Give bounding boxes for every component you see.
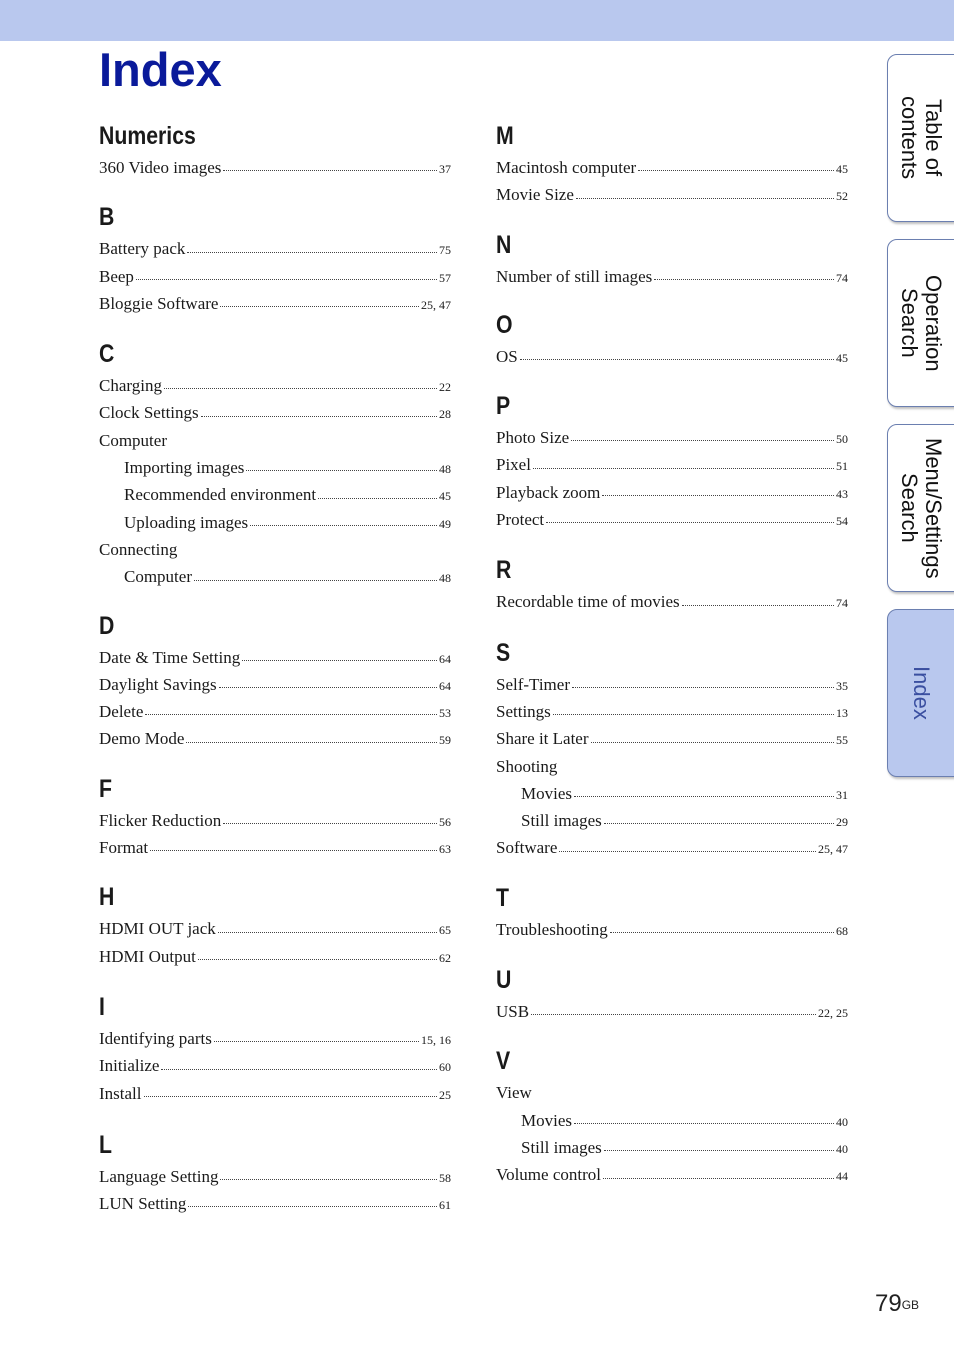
dot-leader — [214, 1041, 419, 1042]
entry-page-link[interactable]: 74 — [836, 596, 848, 611]
entry-label: Clock Settings — [99, 403, 199, 423]
entry-page-link[interactable]: 48 — [439, 462, 451, 477]
index-entry[interactable] — [99, 372, 451, 399]
dot-leader — [604, 1150, 834, 1151]
dot-leader — [219, 687, 437, 688]
index-entry[interactable] — [496, 725, 848, 752]
index-entry[interactable] — [496, 998, 848, 1025]
index-entry[interactable] — [99, 644, 451, 671]
letter-heading: U — [496, 966, 512, 995]
letter-heading: D — [99, 611, 115, 640]
index-entry — [99, 427, 451, 454]
dot-leader — [223, 170, 437, 171]
letter-group — [496, 880, 848, 943]
index-entry[interactable] — [99, 454, 451, 481]
index-entry[interactable] — [99, 915, 451, 942]
entry-page-link[interactable]: 59 — [439, 733, 451, 748]
index-entry[interactable] — [99, 481, 451, 508]
entry-page-link[interactable]: 40 — [836, 1141, 848, 1156]
dot-leader — [610, 932, 834, 933]
entry-page-link[interactable]: 60 — [439, 1060, 451, 1075]
index-column-left — [99, 118, 451, 1217]
letter-heading: T — [496, 883, 509, 912]
entry-page-link[interactable]: 58 — [439, 1170, 451, 1185]
index-entry[interactable] — [99, 834, 451, 861]
index-entry[interactable] — [496, 807, 848, 834]
entry-page-link[interactable]: 25, 47 — [818, 842, 848, 857]
index-entry[interactable] — [99, 509, 451, 536]
dot-leader — [188, 1206, 437, 1207]
dot-leader — [246, 470, 437, 471]
entry-label: Share it Later — [496, 729, 589, 749]
entry-label: Daylight Savings — [99, 674, 217, 694]
entry-page-link[interactable]: 29 — [836, 815, 848, 830]
entry-label: Recommended environment — [124, 485, 317, 505]
entry-label: Shooting — [496, 756, 558, 776]
entry-page-link[interactable]: 50 — [836, 432, 848, 447]
dot-leader — [198, 959, 437, 960]
index-entry[interactable] — [99, 290, 451, 317]
entry-page-link[interactable]: 15, 16 — [421, 1032, 451, 1047]
entry-page-link[interactable]: 68 — [836, 923, 848, 938]
entry-label: Computer — [124, 567, 192, 587]
entry-page-link[interactable]: 62 — [439, 950, 451, 965]
letter-group — [99, 879, 451, 970]
entry-label: OS — [496, 346, 518, 366]
index-entry[interactable] — [496, 1107, 848, 1134]
entry-label: Importing images — [124, 458, 245, 478]
page-number — [875, 1289, 919, 1319]
index-entry[interactable] — [496, 698, 848, 725]
entry-page-link[interactable]: 22 — [439, 380, 451, 395]
dot-leader — [604, 823, 834, 824]
dot-leader — [144, 1096, 438, 1097]
entry-page-link[interactable]: 54 — [836, 514, 848, 529]
dot-leader — [145, 714, 437, 715]
dot-leader — [574, 1123, 834, 1124]
entry-label: Delete — [99, 702, 144, 722]
page-number-value: 79 — [875, 1290, 902, 1317]
entry-label: Self-Timer — [496, 674, 570, 694]
entry-label: Language Setting — [99, 1166, 219, 1186]
entry-page-link[interactable]: 44 — [836, 1169, 848, 1184]
entry-page-link[interactable]: 63 — [439, 842, 451, 857]
letter-heading: C — [99, 340, 115, 369]
dot-leader — [553, 714, 834, 715]
entry-page-link[interactable]: 48 — [439, 571, 451, 586]
index-entry — [496, 753, 848, 780]
letter-group — [496, 552, 848, 615]
index-entry[interactable] — [496, 424, 848, 451]
letter-group — [496, 388, 848, 533]
tab-label — [888, 55, 954, 221]
dot-leader — [559, 851, 816, 852]
index-entry[interactable] — [496, 263, 848, 290]
index-entry[interactable] — [496, 506, 848, 533]
letter-heading: N — [496, 230, 512, 259]
dot-leader — [546, 522, 834, 523]
entry-label: Still images — [521, 1137, 602, 1157]
entry-label: Charging — [99, 376, 162, 396]
tab-label-text: Table of contents — [897, 96, 946, 180]
entry-label: Beep — [99, 266, 134, 286]
letter-heading: P — [496, 392, 511, 421]
index-entry[interactable] — [99, 1080, 451, 1107]
index-entry[interactable] — [496, 780, 848, 807]
index-entry[interactable] — [99, 1025, 451, 1052]
entry-label: Protect — [496, 510, 545, 530]
dot-leader — [576, 198, 834, 199]
entry-label: Movie Size — [496, 185, 574, 205]
index-entry[interactable] — [496, 451, 848, 478]
entry-label: HDMI Output — [99, 946, 196, 966]
dot-leader — [187, 252, 437, 253]
index-entry[interactable] — [496, 588, 848, 615]
entry-page-link[interactable]: 52 — [836, 189, 848, 204]
index-entry[interactable] — [496, 1134, 848, 1161]
dot-leader — [520, 359, 834, 360]
letter-heading: V — [496, 1047, 511, 1076]
entry-page-link[interactable]: 28 — [439, 407, 451, 422]
entry-page-link[interactable]: 40 — [836, 1114, 848, 1129]
index-entry[interactable] — [99, 399, 451, 426]
index-entry[interactable] — [99, 698, 451, 725]
entry-page-link[interactable]: 53 — [439, 706, 451, 721]
entry-label: Troubleshooting — [496, 919, 608, 939]
entry-label: Software — [496, 838, 558, 858]
letter-group — [496, 962, 848, 1025]
dot-leader — [571, 440, 834, 441]
entry-page-link[interactable]: 35 — [836, 678, 848, 693]
entry-label: Flicker Reduction — [99, 810, 222, 830]
letter-heading: R — [496, 556, 512, 585]
entry-page-link[interactable]: 43 — [836, 486, 848, 501]
entry-page-link[interactable]: 45 — [836, 162, 848, 176]
entry-label: Playback zoom — [496, 482, 601, 502]
index-entry[interactable] — [496, 916, 848, 943]
dot-leader — [602, 495, 834, 496]
dot-leader — [318, 498, 437, 499]
letter-group — [496, 307, 848, 370]
index-entry[interactable] — [99, 263, 451, 290]
dot-leader — [591, 742, 834, 743]
index-entry[interactable] — [496, 671, 848, 698]
dot-leader — [572, 687, 834, 688]
entry-label: Volume control — [496, 1165, 601, 1185]
entry-label: Initialize — [99, 1056, 160, 1076]
entry-label: Date & Time Setting — [99, 647, 241, 667]
tab-label — [888, 425, 954, 591]
tab-label-text: Menu/Settings Search — [897, 437, 946, 579]
entry-label: Number of still images — [496, 266, 653, 286]
dot-leader — [654, 279, 834, 280]
entry-page-link[interactable]: 56 — [439, 814, 451, 829]
index-entry[interactable] — [496, 154, 848, 181]
index-entry[interactable] — [99, 235, 451, 262]
index-entry[interactable] — [496, 834, 848, 861]
letter-heading: M — [496, 122, 514, 150]
tab-label-text: Index — [909, 666, 934, 720]
letter-group — [496, 227, 848, 290]
dot-leader — [161, 1069, 437, 1070]
tab-label — [888, 610, 954, 776]
entry-label: LUN Setting — [99, 1194, 187, 1214]
index-entry — [99, 536, 451, 563]
entry-label: Battery pack — [99, 239, 186, 259]
entry-page-link[interactable]: 64 — [439, 678, 451, 693]
dot-leader — [164, 388, 437, 389]
dot-leader — [220, 306, 419, 307]
index-entry[interactable] — [99, 671, 451, 698]
dot-leader — [682, 605, 834, 606]
entry-label: Macintosh computer — [496, 158, 637, 177]
letter-group — [496, 1043, 848, 1188]
entry-page-link[interactable]: 57 — [439, 270, 451, 285]
entry-page-link[interactable]: 49 — [439, 516, 451, 531]
dot-leader — [574, 796, 834, 797]
dot-leader — [186, 742, 437, 743]
tab-label — [888, 240, 954, 406]
index-entry[interactable] — [99, 1190, 451, 1217]
index-entry[interactable] — [496, 1161, 848, 1188]
entry-label: Identifying parts — [99, 1028, 212, 1048]
index-entry[interactable] — [99, 1052, 451, 1079]
letter-group — [99, 1127, 451, 1218]
entry-page-link[interactable]: 37 — [439, 162, 451, 176]
entry-label: Movies — [521, 1110, 572, 1130]
entry-page-link[interactable]: 22, 25 — [818, 1006, 848, 1021]
dot-leader — [218, 932, 437, 933]
entry-label: Photo Size — [496, 428, 570, 448]
entry-page-link[interactable]: 65 — [439, 923, 451, 938]
entry-label: Bloggie Software — [99, 293, 219, 313]
letter-heading: H — [99, 883, 115, 912]
entry-label: Pixel — [496, 455, 531, 475]
entry-label: Settings — [496, 701, 551, 721]
tab-table-of-contents[interactable] — [887, 54, 954, 222]
entry-label: View — [496, 1083, 532, 1103]
entry-label: USB — [496, 1002, 530, 1022]
letter-heading: F — [99, 774, 112, 803]
entry-page-link[interactable]: 75 — [439, 243, 451, 258]
entry-page-link[interactable]: 31 — [836, 787, 848, 802]
entry-page-link[interactable]: 45 — [836, 350, 848, 365]
entry-label: Format — [99, 838, 149, 858]
entry-label: HDMI OUT jack — [99, 919, 216, 939]
dot-leader — [220, 1179, 437, 1180]
index-entry[interactable] — [99, 563, 451, 590]
entry-page-link[interactable]: 45 — [439, 489, 451, 504]
letter-heading: Numerics — [99, 122, 196, 150]
letter-group — [99, 771, 451, 862]
entry-label: Computer — [99, 430, 167, 450]
entry-label: Install — [99, 1083, 142, 1103]
letter-heading: L — [99, 1130, 112, 1159]
letter-group — [99, 608, 451, 753]
letter-group — [99, 989, 451, 1107]
letter-heading: S — [496, 638, 511, 667]
dot-leader — [223, 823, 437, 824]
index-entry[interactable] — [99, 807, 451, 834]
entry-page-link[interactable]: 25, 47 — [421, 297, 451, 312]
letter-heading: I — [99, 992, 105, 1021]
dot-leader — [603, 1178, 834, 1179]
entry-page-link[interactable]: 61 — [439, 1198, 451, 1213]
entry-label: Recordable time of movies — [496, 592, 680, 612]
entry-label: Uploading images — [124, 512, 249, 532]
dot-leader — [242, 660, 437, 661]
header-bar — [0, 0, 954, 41]
index-entry[interactable] — [99, 725, 451, 752]
tab-label-text: Operation Search — [897, 274, 946, 372]
dot-leader — [250, 525, 437, 526]
dot-leader — [150, 850, 437, 851]
page-number-suffix: GB — [901, 1298, 920, 1312]
dot-leader — [533, 468, 834, 469]
index-entry[interactable] — [496, 343, 848, 370]
index-entry[interactable] — [496, 181, 848, 208]
letter-group — [496, 635, 848, 862]
entry-page-link[interactable]: 13 — [836, 705, 848, 720]
letter-heading: O — [496, 310, 513, 339]
letter-heading: B — [99, 203, 115, 232]
dot-leader — [201, 416, 437, 417]
entry-page-link[interactable]: 74 — [836, 270, 848, 285]
tab-index[interactable] — [887, 609, 954, 777]
entry-label: Movies — [521, 783, 572, 803]
letter-group — [99, 199, 451, 317]
letter-group — [99, 336, 451, 590]
index-entry — [496, 1079, 848, 1106]
entry-page-link[interactable]: 64 — [439, 651, 451, 666]
entry-page-link[interactable]: 25 — [439, 1087, 451, 1102]
entry-label: Connecting — [99, 539, 178, 559]
entry-label: Demo Mode — [99, 729, 185, 749]
index-entry[interactable] — [496, 479, 848, 506]
page-title: Index — [99, 43, 222, 96]
index-entry[interactable] — [99, 1163, 451, 1190]
entry-label: 360 Video images — [99, 158, 222, 177]
index-entry[interactable] — [99, 943, 451, 970]
entry-label: Still images — [521, 811, 602, 831]
entry-page-link[interactable]: 51 — [836, 459, 848, 474]
dot-leader — [531, 1014, 816, 1015]
index-entry[interactable] — [99, 154, 451, 181]
letter-group — [496, 118, 848, 209]
index-column-right — [496, 118, 848, 1189]
entry-page-link[interactable]: 55 — [836, 733, 848, 748]
tab-operation-search[interactable] — [887, 239, 954, 407]
dot-leader — [136, 279, 437, 280]
letter-group — [99, 118, 451, 181]
dot-leader — [638, 170, 834, 171]
dot-leader — [194, 580, 437, 581]
tab-menu-settings-search[interactable] — [887, 424, 954, 592]
